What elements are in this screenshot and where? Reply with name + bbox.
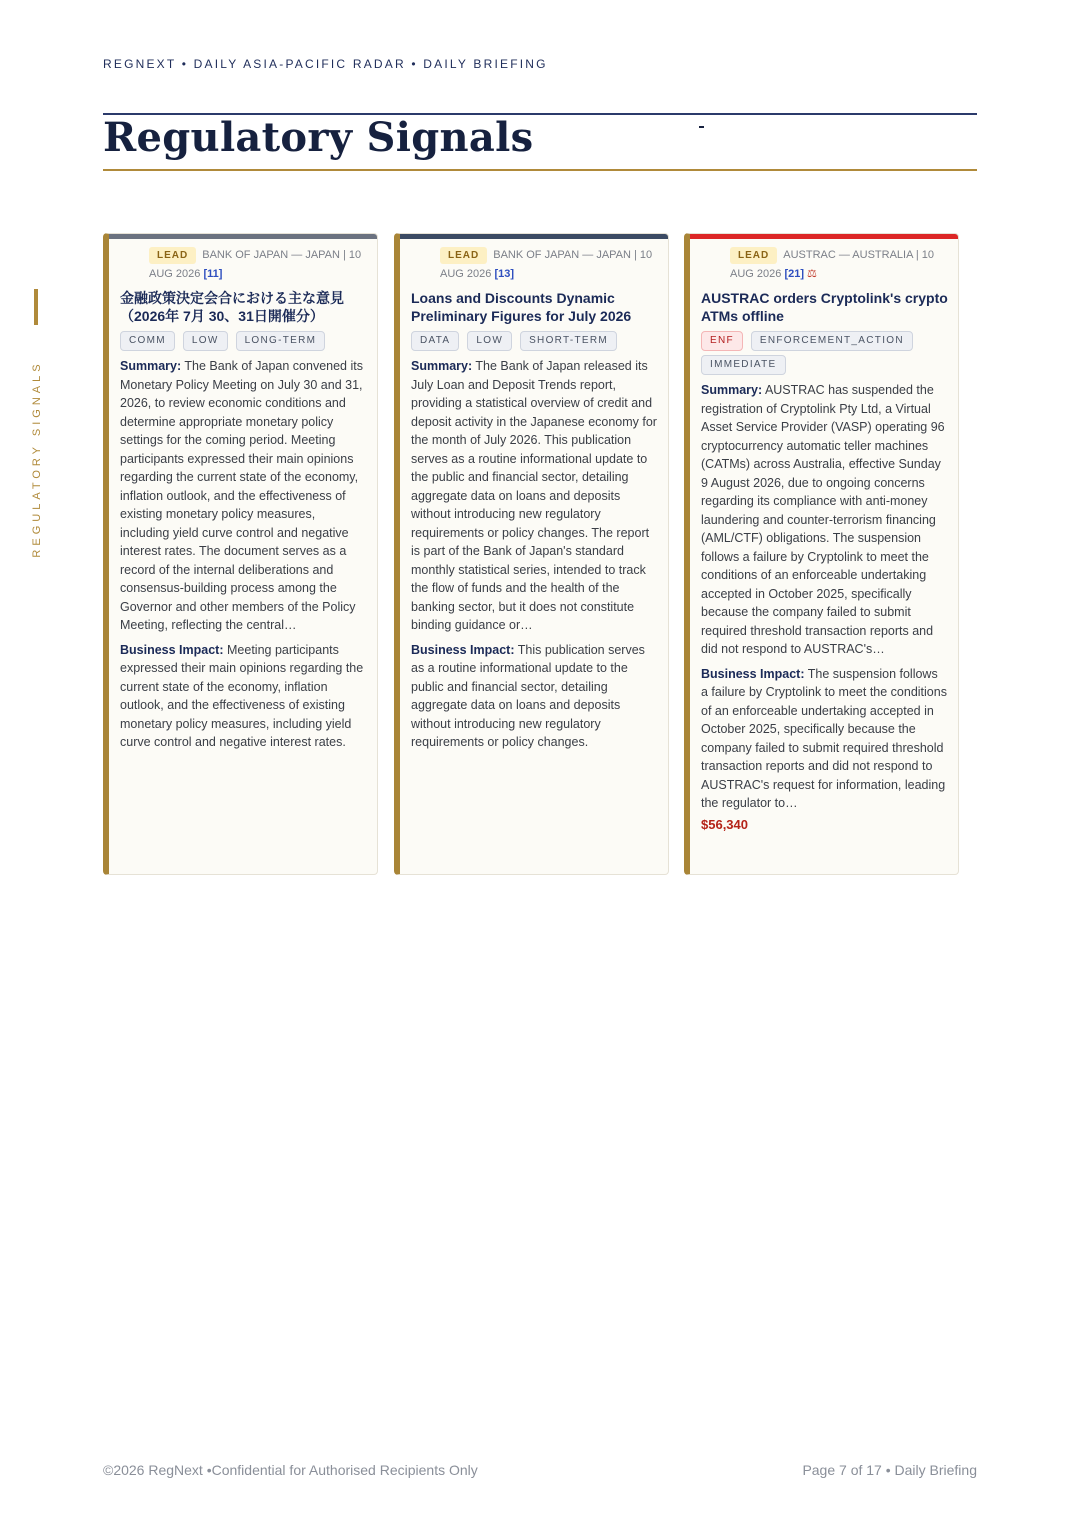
signal-card[interactable] [684, 233, 959, 875]
impact-text: Meeting participants expressed their main opinions regarding the current state of the economy, inflation outlook, and the effectiveness of existing monetary policy measures, including yield curve control and negative interest rates. [120, 642, 364, 749]
card-source: BANK OF JAPAN — JAPAN | 10 AUG 2026 [149, 249, 362, 280]
card-meta [120, 246, 367, 284]
impact-label: Business Impact: [411, 642, 515, 657]
tag-category: COMM [120, 331, 175, 351]
card-summary [701, 381, 948, 659]
tag-horizon: IMMEDIATE [701, 355, 786, 375]
side-section-label: REGULATORY SIGNALS [31, 360, 43, 558]
reference-link[interactable]: [11] [203, 268, 223, 280]
card-source: BANK OF JAPAN — JAPAN | 10 AUG 2026 [440, 249, 653, 280]
lead-badge: LEAD [149, 247, 196, 264]
signal-card[interactable] [103, 233, 378, 875]
card-status-bar [109, 234, 377, 239]
impact-text: This publication serves as a routine informational update to the public and financial sector, detailing aggregate data on loans and deposits without introducing new regulatory requirements or policy changes. [411, 642, 645, 749]
title-dash [699, 126, 704, 128]
card-meta [701, 246, 948, 284]
impact-label: Business Impact: [120, 642, 224, 657]
card-impact [701, 665, 948, 813]
card-impact [120, 641, 367, 752]
side-accent-bar [34, 289, 38, 325]
card-summary [120, 357, 367, 635]
summary-text: The Bank of Japan convened its Monetary Policy Meeting on July 30 and 31, 2026, to review economic conditions and determine appropriate monetary policy settings for the coming period. Meeting participants expressed their main opinions regarding the current state of the economy, inflation outlook, and the effectiveness of existing monetary policy measures, including yield curve control and negative interest rates. The document serves as a record of the internal deliberations and consensus-building process among the Governor and other members of the Policy Meeting, reflecting the central… [120, 359, 363, 632]
tag-list [120, 331, 367, 351]
footer-copyright: ©2026 RegNext •Confidential for Authorised Recipients Only [103, 1462, 478, 1478]
reference-link[interactable]: [21] [784, 268, 804, 280]
title-rule-bottom [103, 169, 977, 171]
tag-list [411, 331, 658, 351]
impact-text: The suspension follows a failure by Cryptolink to meet the conditions of an enforceable undertaking accepted in October 2025, specifically because the company failed to submit required threshold transaction reports and did not respond to AUSTRAC's request for information, leading the regulator to… [701, 666, 947, 810]
card-headline[interactable]: Loans and Discounts Dynamic Preliminary Figures for July 2026 [411, 290, 632, 324]
page-title: Regulatory Signals [103, 114, 534, 161]
tag-severity: LOW [467, 331, 512, 351]
impact-label: Business Impact: [701, 666, 805, 681]
tag-category: ENF [701, 331, 743, 351]
card-status-bar [690, 234, 958, 239]
card-meta [411, 246, 658, 284]
card-headline[interactable]: 金融政策決定会合における主な意見（2026年 7月 30、31日開催分） [120, 290, 344, 324]
summary-text: The Bank of Japan released its July Loan and Deposit Trends report, providing a statistical overview of credit and deposit activity in the Japanese economy for the month of July 2026. This publication serves as a routine informational update to the public and financial sector, detailing aggregate data on loans and deposits without introducing new regulatory requirements or policy changes. The report is part of the Bank of Japan's standard monthly statistical series, intended to track the flow of funds and the health of the banking sector, but it does not constitute binding guidance or… [411, 359, 657, 632]
footer-page-number: Page 7 of 17 • Daily Briefing [802, 1462, 977, 1478]
summary-text: AUSTRAC has suspended the registration of Cryptolink Pty Ltd, a Virtual Asset Service Provider (VASP) operating 96 cryptocurrency automatic teller machines (CATMs) across Australia, effective Sunday 9 August 2026, due to ongoing concerns regarding its compliance with anti-money laundering and counter-terrorism financing (AML/CTF) obligations. The suspension follows a failure by Cryptolink to meet the conditions of an enforceable undertaking accepted in October 2025, specifically because the company failed to submit required threshold transaction reports and did not respond to AUSTRAC's… [701, 383, 945, 656]
lead-badge: LEAD [440, 247, 487, 264]
reference-link[interactable]: [13] [494, 268, 514, 280]
card-summary [411, 357, 658, 635]
tag-category: DATA [411, 331, 459, 351]
tag-list [701, 331, 948, 375]
tag-severity: LOW [183, 331, 228, 351]
summary-label: Summary: [120, 359, 182, 373]
card-headline[interactable]: AUSTRAC orders Cryptolink's crypto ATMs offline [701, 290, 948, 324]
signal-card[interactable] [394, 233, 669, 875]
card-status-bar [400, 234, 668, 239]
tag-horizon: LONG-TERM [236, 331, 326, 351]
tag-action-type: ENFORCEMENT_ACTION [751, 331, 913, 351]
running-head: REGNEXT • DAILY ASIA-PACIFIC RADAR • DAILY BRIEFING [103, 57, 548, 71]
card-impact [411, 641, 658, 752]
scale-icon: ⚖ [807, 268, 817, 280]
summary-label: Summary: [411, 359, 473, 373]
tag-horizon: SHORT-TERM [520, 331, 617, 351]
summary-label: Summary: [701, 383, 763, 397]
penalty-amount: $56,340 [701, 816, 748, 832]
card-source: AUSTRAC — AUSTRALIA | 10 AUG 2026 [730, 249, 935, 280]
lead-badge: LEAD [730, 247, 777, 264]
